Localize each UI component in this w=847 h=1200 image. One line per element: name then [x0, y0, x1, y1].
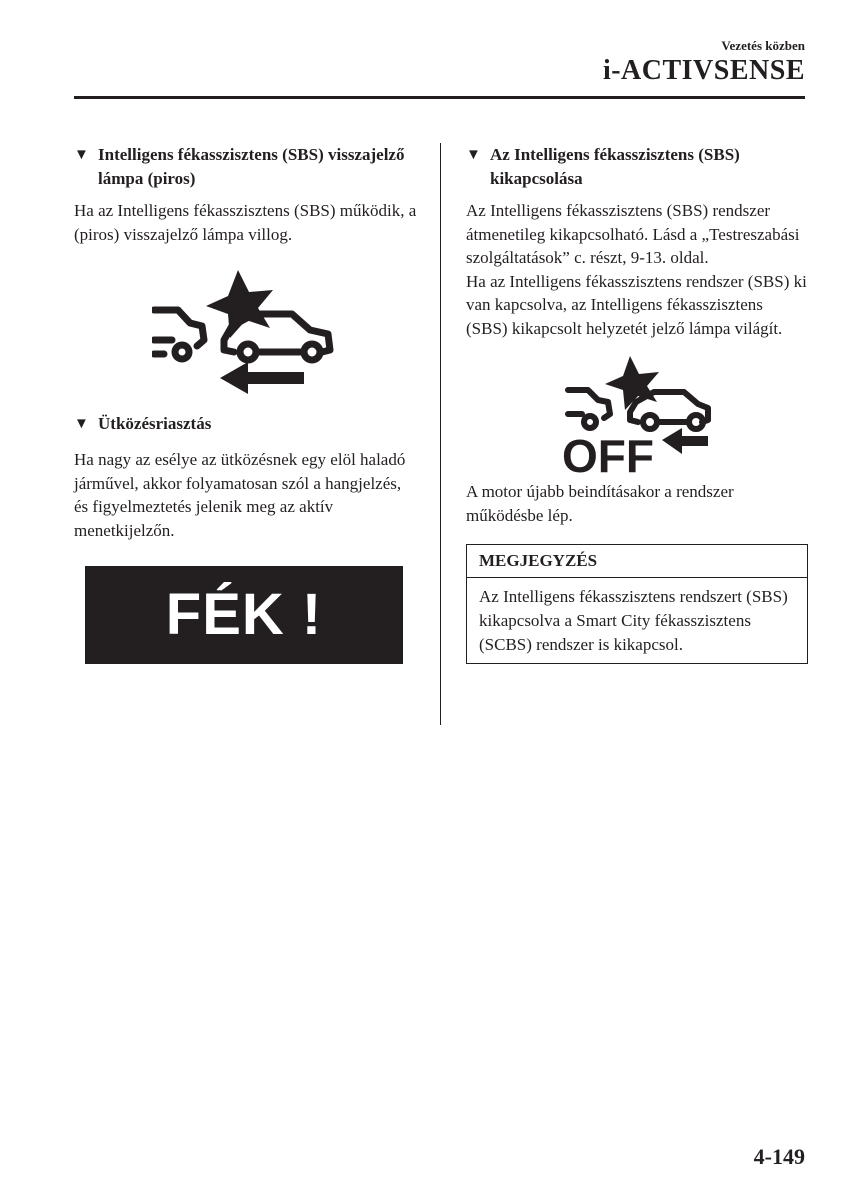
collision-alert-heading [74, 412, 419, 436]
engine-restart-text: A motor újabb beindításakor a rendszer működésbe lép. [466, 482, 734, 525]
note-title: MEGJEGYZÉS [467, 545, 807, 578]
right-column [466, 143, 808, 664]
sbs-collision-warning-icon [152, 268, 337, 394]
triangle-down-icon: ▼ [74, 147, 89, 163]
sbs-lamp-text: Ha az Intelligens fékasszisztens (SBS) működik, a (piros) visszajelző lámpa villog. [74, 201, 417, 244]
collision-alert-text: Ha nagy az esélye az ütközésnek egy elöl haladó járművel, akkor folyamatosan szól a hangjelzés, és figyelmeztetés jelenik meg az aktív menetkijelzőn. [74, 450, 406, 540]
sbs-off-text-1: Az Intelligens fékasszisztens (SBS) rendszer átmenetileg kikapcsolható. Lásd a „Testreszabási szolgáltatások” c. részt, 9-13. oldal. [466, 201, 800, 267]
sbs-lamp-heading [74, 143, 419, 191]
section-subtitle: Vezetés közben [721, 38, 805, 53]
column-divider [440, 143, 441, 725]
left-column [74, 143, 419, 664]
triangle-down-icon: ▼ [74, 416, 89, 432]
note-body: Az Intelligens fékasszisztens rendszert (SBS) kikapcsolva a Smart City fékasszisztens (SCBS) rendszer is kikapcsol. [479, 587, 788, 654]
sbs-off-icon [562, 356, 712, 476]
off-label: OFF [562, 430, 654, 476]
note-box [466, 544, 808, 664]
sbs-off-text-2: Ha az Intelligens fékasszisztens rendszer (SBS) ki van kapcsolva, az Intelligens fékasszisztens (SBS) kikapcsolt helyzetét jelző lámpa világít. [466, 271, 807, 338]
active-display-warning: FÉK ! [85, 566, 403, 664]
collision-alert-heading-text: Ütközésriasztás [98, 414, 212, 433]
sbs-off-heading-text: Az Intelligens fékasszisztens (SBS) kikapcsolása [490, 145, 740, 188]
sbs-off-heading [466, 143, 808, 191]
page-title: i-ACTIVSENSE [602, 55, 805, 86]
triangle-down-icon: ▼ [466, 147, 481, 163]
header-rule [74, 96, 805, 99]
sbs-lamp-heading-text: Intelligens fékasszisztens (SBS) visszajelző lámpa (piros) [98, 145, 405, 188]
page-number: 4-149 [753, 1144, 805, 1169]
